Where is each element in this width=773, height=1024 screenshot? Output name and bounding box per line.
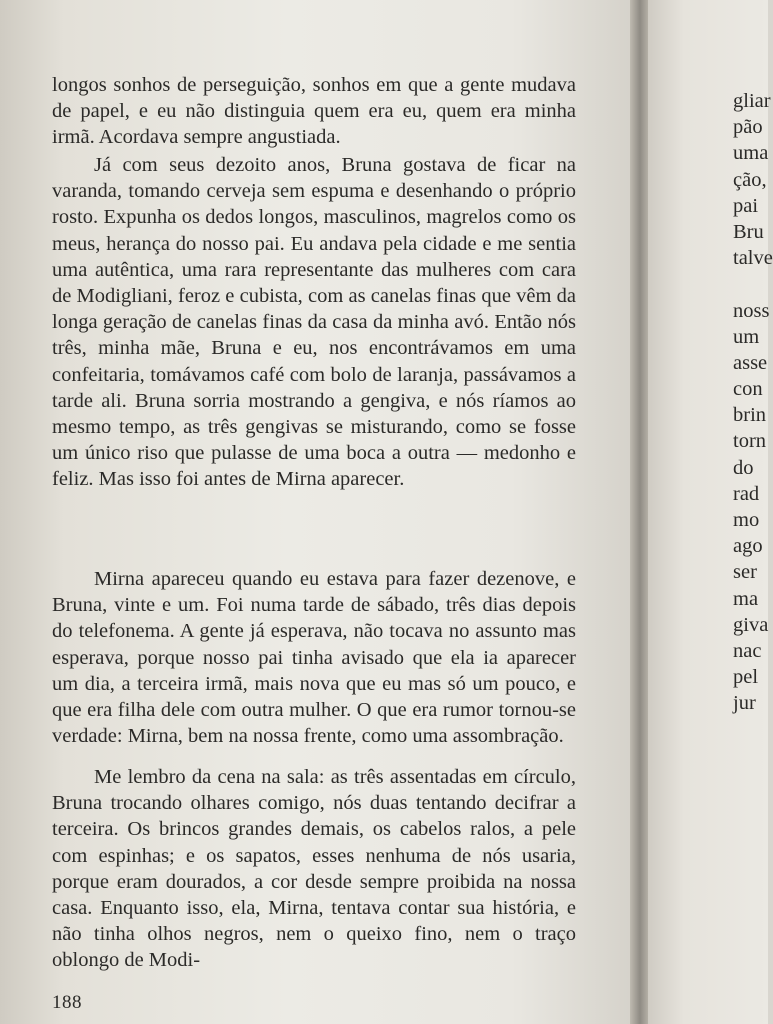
paragraph-4: Me lembro da cena na sala: as três assentadas em círculo, Bruna trocando olhares comigo, nós duas tentando decifrar a terceira. Os brincos grandes demais, os cabelos ralos, a pele com espinhas; e os sapatos, esses nenhuma de nós usaria, porque eram dourados, a cor desde sempre proibida na nossa casa. Enquanto isso, ela, Mirna, tentava contar sua história, e não tinha olhos negros, nem o queixo fino, nem o traço oblongo de Modi- <box>52 766 576 972</box>
right-page-fragment: nac <box>733 639 762 662</box>
right-page-fragment: um <box>733 325 760 348</box>
book-gutter <box>630 0 650 1024</box>
right-page-gap <box>733 271 773 297</box>
paragraph-2: Já com seus dezoito anos, Bruna gostava de ficar na varanda, tomando cerveja sem espuma e desenhando o próprio rosto. Expunha os dedos longos, masculinos, magrelos como os meus, herança do nosso pai. Eu andava pela cidade e me sentia uma autêntica, uma rara representante das mulheres com cara de Modigliani, feroz e cubista, com as canelas finas que vêm da longa geração de canelas finas da casa da minha avó. Então nós três, minha mãe, Bruna e eu, nos encontrávamos em uma confeitaria, tomávamos café com bolo de laranja, passávamos a tarde ali. Bruna sorria mostrando a gengiva, e nós ríamos ao mesmo tempo, as três gengivas se misturando, como se fosse um único riso que pulasse de uma boca a outra — medonho e feliz. Mas isso foi antes de Mirna aparecer. <box>52 154 576 491</box>
right-page-fragment: uma <box>733 142 769 165</box>
paragraph-3: Mirna apareceu quando eu estava para fazer dezenove, e Bruna, vinte e um. Foi numa tarde de sábado, três dias depois do telefonema. A gente já esperava, não tocava no assunto mas esperava, porque nosso pai tinha avisado que ela ia aparecer um dia, a terceira irmã, mais nova que eu mas só um pouco, e que era filha dele com outra mulher. O que era rumor tornou-se verdade: Mirna, bem na nossa frente, como uma assombração. <box>52 568 576 748</box>
right-page-fragment: ser <box>733 561 757 584</box>
right-page-fragment: pel <box>733 666 759 689</box>
right-page-fragment: asse <box>733 351 768 374</box>
page-number: 188 <box>52 992 82 1013</box>
right-page-text-fragments <box>733 88 773 717</box>
right-page-fragment: pai <box>733 194 759 217</box>
right-page-fragment: torn <box>733 430 767 453</box>
right-page-fragment: ma <box>733 587 759 610</box>
right-page-fragment: pão <box>733 116 763 139</box>
right-page-fragment: giva <box>733 613 769 636</box>
right-page-fragment: ção, <box>733 168 767 191</box>
paragraph-1: longos sonhos de perseguição, sonhos em que a gente mudava de papel, e eu não distinguia quem era eu, quem era minha irmã. Acordava sempre angustiada. <box>52 74 576 149</box>
right-page-fragment: mo <box>733 509 760 531</box>
right-page-fragment: talve <box>733 247 773 270</box>
right-page-fragment: brin <box>733 404 767 427</box>
right-page-fragment: Bru <box>733 220 764 243</box>
right-page-fragment: ago <box>733 535 763 558</box>
right-page-fragment: gliar <box>733 90 771 112</box>
right-page-fragment: rad <box>733 482 760 505</box>
right-page-fragment: jur <box>733 692 756 715</box>
right-page-fragment: con <box>733 378 763 401</box>
right-page-fragment: do <box>733 456 754 479</box>
right-page-fragment: noss <box>733 299 770 322</box>
